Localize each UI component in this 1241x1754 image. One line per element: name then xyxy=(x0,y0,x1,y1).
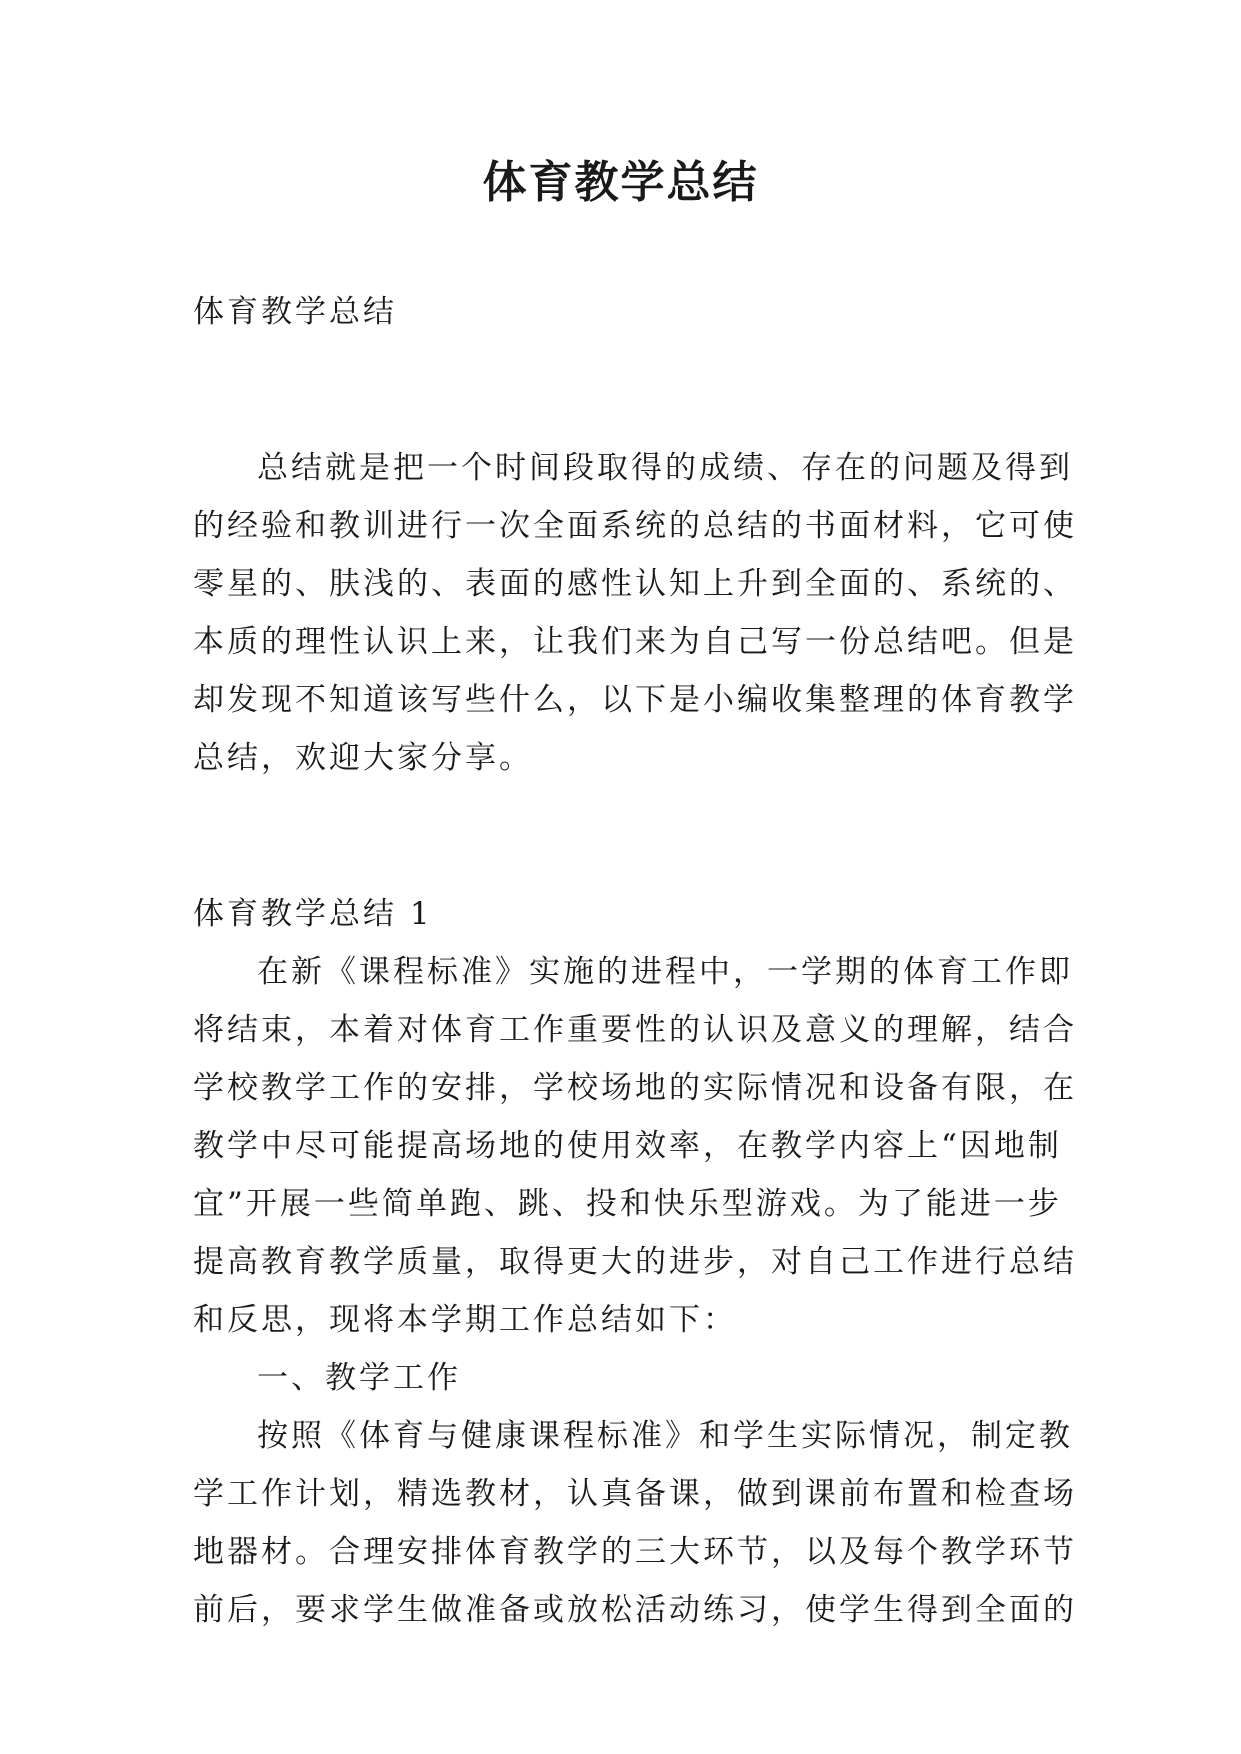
document-subtitle: 体育教学总结 xyxy=(193,294,397,330)
document-title: 体育教学总结 xyxy=(482,157,759,208)
section-heading: 体育教学总结 1 xyxy=(193,896,433,932)
document-body xyxy=(193,283,1077,1639)
paragraph-line: 的经验和教训进行一次全面系统的总结的书面材料，它可使 xyxy=(193,508,1077,544)
spacer xyxy=(193,341,1073,399)
paragraph-line: 总结就是把一个时间段取得的成绩、存在的问题及得到 xyxy=(257,450,1073,486)
paragraph-line: 在新《课程标准》实施的进程中，一学期的体育工作即 xyxy=(257,954,1073,990)
paragraph-line: 零星的、肤浅的、表面的感性认知上升到全面的、系统的、 xyxy=(193,566,1077,602)
intro-paragraph xyxy=(193,439,1077,787)
paragraph-line: 宜”开展一些简单跑、跳、投和快乐型游戏。为了能进一步 xyxy=(193,1186,1062,1222)
paragraph-line: 总结，欢迎大家分享。 xyxy=(193,740,533,776)
body-paragraph xyxy=(193,943,1077,1349)
paragraph-line: 却发现不知道该写些什么，以下是小编收集整理的体育教学 xyxy=(193,682,1077,718)
paragraph-line: 教学中尽可能提高场地的使用效率，在教学内容上“因地制 xyxy=(193,1128,1062,1164)
spacer xyxy=(193,845,1073,885)
subsection-paragraph xyxy=(193,1407,1077,1639)
paragraph-line: 学校教学工作的安排，学校场地的实际情况和设备有限，在 xyxy=(193,1070,1077,1106)
subsection-heading: 一、教学工作 xyxy=(257,1360,461,1396)
paragraph-line: 提高教育教学质量，取得更大的进步，对自己工作进行总结 xyxy=(193,1244,1077,1280)
paragraph-line: 和反思，现将本学期工作总结如下： xyxy=(193,1302,737,1338)
paragraph-line: 将结束，本着对体育工作重要性的认识及意义的理解，结合 xyxy=(193,1012,1077,1048)
paragraph-line: 前后，要求学生做准备或放松活动练习，使学生得到全面的 xyxy=(193,1592,1077,1628)
paragraph-line: 按照《体育与健康课程标准》和学生实际情况，制定教 xyxy=(257,1418,1073,1454)
paragraph-line: 学工作计划，精选教材，认真备课，做到课前布置和检查场 xyxy=(193,1476,1077,1512)
paragraph-line: 本质的理性认识上来，让我们来为自己写一份总结吧。但是 xyxy=(193,624,1077,660)
spacer xyxy=(193,787,1073,845)
paragraph-line: 地器材。合理安排体育教学的三大环节，以及每个教学环节 xyxy=(193,1534,1077,1570)
spacer xyxy=(193,399,1073,439)
